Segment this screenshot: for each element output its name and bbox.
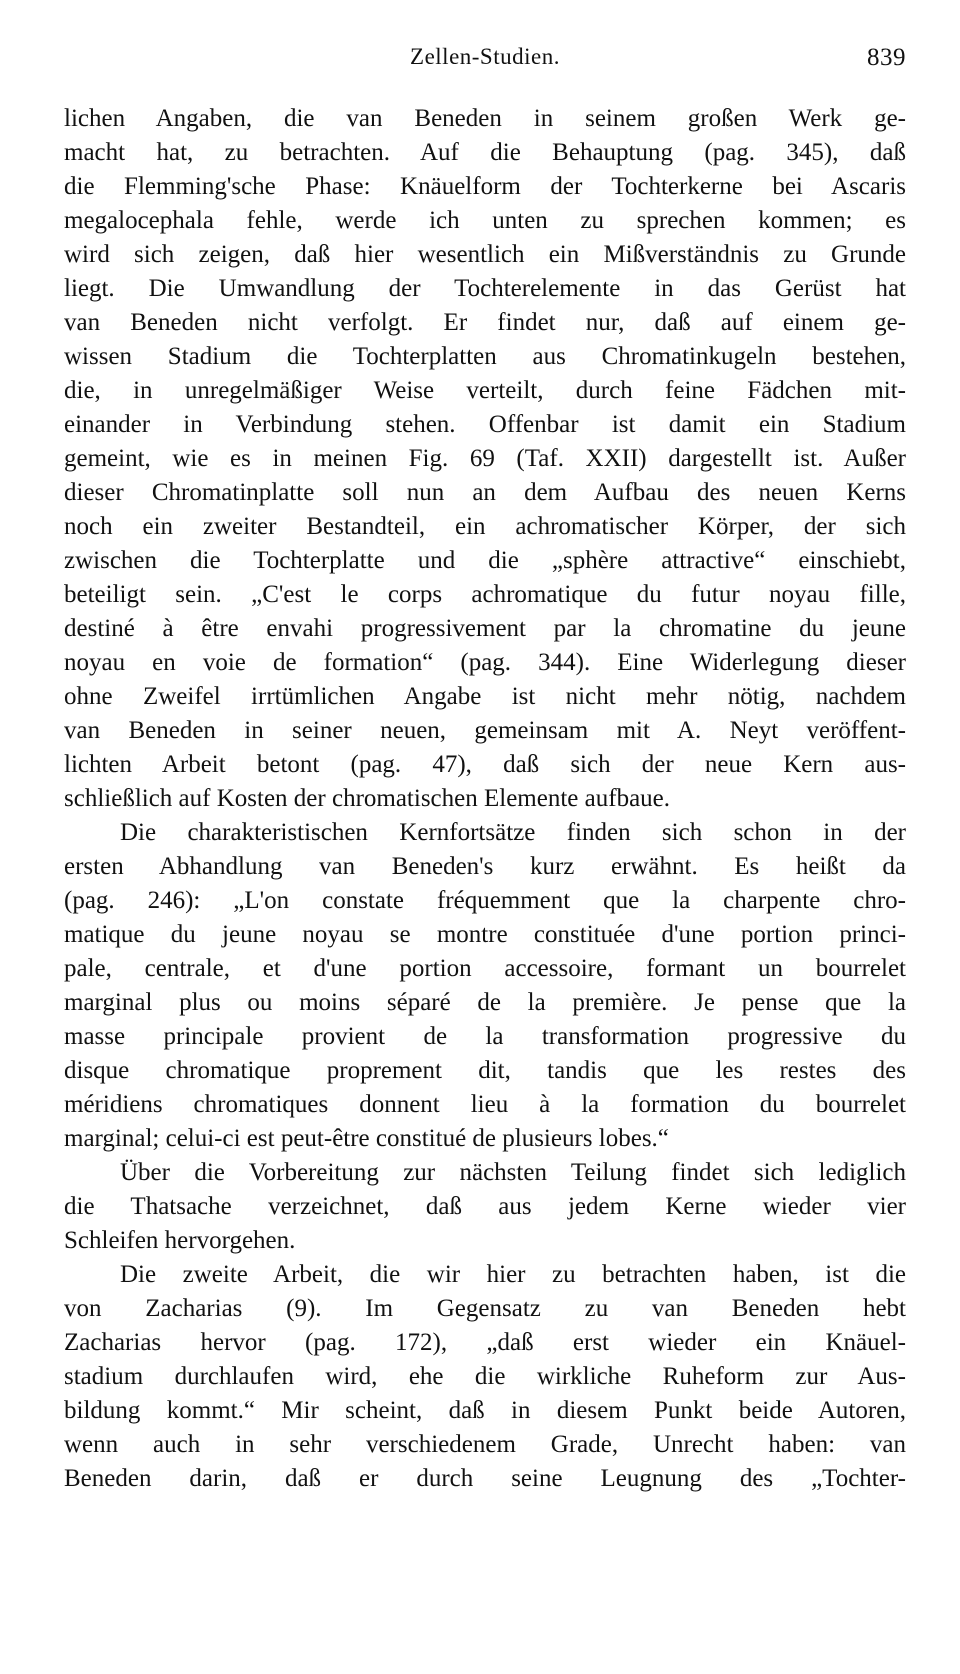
text-line: Die zweite Arbeit, die wir hier zu betrachten haben, ist die (120, 1261, 906, 1288)
text-line: masse principale provient de la transformation progressive du (64, 1023, 906, 1050)
text-line: Über die Vorbereitung zur nächsten Teilung findet sich lediglich (120, 1159, 906, 1186)
text-line: marginal plus ou moins séparé de la première. Je pense que la (64, 989, 906, 1016)
text-line: einander in Verbindung stehen. Offenbar ist damit ein Stadium (64, 411, 906, 438)
text-line: stadium durchlaufen wird, ehe die wirkliche Ruheform zur Aus- (64, 1363, 906, 1390)
text-line: wenn auch in sehr verschiedenem Grade, Unrecht haben: van (64, 1431, 906, 1458)
text-line: destiné à être envahi progressivement par la chromatine du jeune (64, 615, 906, 642)
text-line: van Beneden in seiner neuen, gemeinsam mit A. Neyt veröffent- (64, 717, 906, 744)
text-line: ersten Abhandlung van Beneden's kurz erwähnt. Es heißt da (64, 853, 906, 880)
text-line: beteiligt sein. „C'est le corps achromatique du futur noyau fille, (64, 581, 906, 608)
text-line: méridiens chromatiques donnent lieu à la formation du bourrelet (64, 1091, 906, 1118)
running-title: Zellen-Studien. (410, 44, 560, 69)
text-line: lichten Arbeit betont (pag. 47), daß sich der neue Kern aus- (64, 751, 906, 778)
text-line: van Beneden nicht verfolgt. Er findet nur, daß auf einem ge- (64, 309, 906, 336)
page-number: 839 (867, 44, 906, 71)
book-page (64, 44, 906, 1496)
text-line: lichen Angaben, die van Beneden in seinem großen Werk ge- (64, 105, 906, 132)
text-line: schließlich auf Kosten der chromatischen Elemente aufbaue. (64, 785, 671, 812)
text-line: die Thatsache verzeichnet, daß aus jedem Kerne wieder vier (64, 1193, 906, 1220)
text-line: Zacharias hervor (pag. 172), „daß erst wieder ein Knäuel- (64, 1329, 906, 1356)
text-line: wird sich zeigen, daß hier wesentlich ein Mißverständnis zu Grunde (64, 241, 906, 268)
text-line: (pag. 246): „L'on constate fréquemment que la charpente chro- (64, 887, 906, 914)
text-line: Schleifen hervorgehen. (64, 1227, 296, 1254)
text-line: noch ein zweiter Bestandteil, ein achromatischer Körper, der sich (64, 513, 906, 540)
text-line: disque chromatique proprement dit, tandis que les restes des (64, 1057, 906, 1084)
body-text (64, 102, 906, 1496)
text-line: liegt. Die Umwandlung der Tochterelemente in das Gerüst hat (64, 275, 906, 302)
text-line: zwischen die Tochterplatte und die „sphère attractive“ einschiebt, (64, 547, 906, 574)
text-line: wissen Stadium die Tochterplatten aus Chromatinkugeln bestehen, (64, 343, 906, 370)
text-line: die Flemming'sche Phase: Knäuelform der Tochterkerne bei Ascaris (64, 173, 906, 200)
text-line: Die charakteristischen Kernfortsätze finden sich schon in der (120, 819, 906, 846)
text-line: dieser Chromatinplatte soll nun an dem Aufbau des neuen Kerns (64, 479, 906, 506)
text-line: ohne Zweifel irrtümlichen Angabe ist nicht mehr nötig, nachdem (64, 683, 906, 710)
text-line: Beneden darin, daß er durch seine Leugnung des „Tochter- (64, 1465, 906, 1492)
page-header (64, 44, 906, 80)
text-line: gemeint, wie es in meinen Fig. 69 (Taf. XXII) dargestellt ist. Außer (64, 445, 906, 472)
text-line: von Zacharias (9). Im Gegensatz zu van Beneden hebt (64, 1295, 906, 1322)
text-line: matique du jeune noyau se montre constituée d'une portion princi- (64, 921, 906, 948)
text-line: bildung kommt.“ Mir scheint, daß in diesem Punkt beide Autoren, (64, 1397, 906, 1424)
text-line: noyau en voie de formation“ (pag. 344). Eine Widerlegung dieser (64, 649, 906, 676)
text-line: pale, centrale, et d'une portion accessoire, formant un bourrelet (64, 955, 906, 982)
text-line: macht hat, zu betrachten. Auf die Behauptung (pag. 345), daß (64, 139, 906, 166)
text-line: marginal; celui-ci est peut-être constitué de plusieurs lobes.“ (64, 1125, 669, 1152)
text-line: die, in unregelmäßiger Weise verteilt, durch feine Fädchen mit- (64, 377, 906, 404)
text-line: megalocephala fehle, werde ich unten zu sprechen kommen; es (64, 207, 906, 234)
